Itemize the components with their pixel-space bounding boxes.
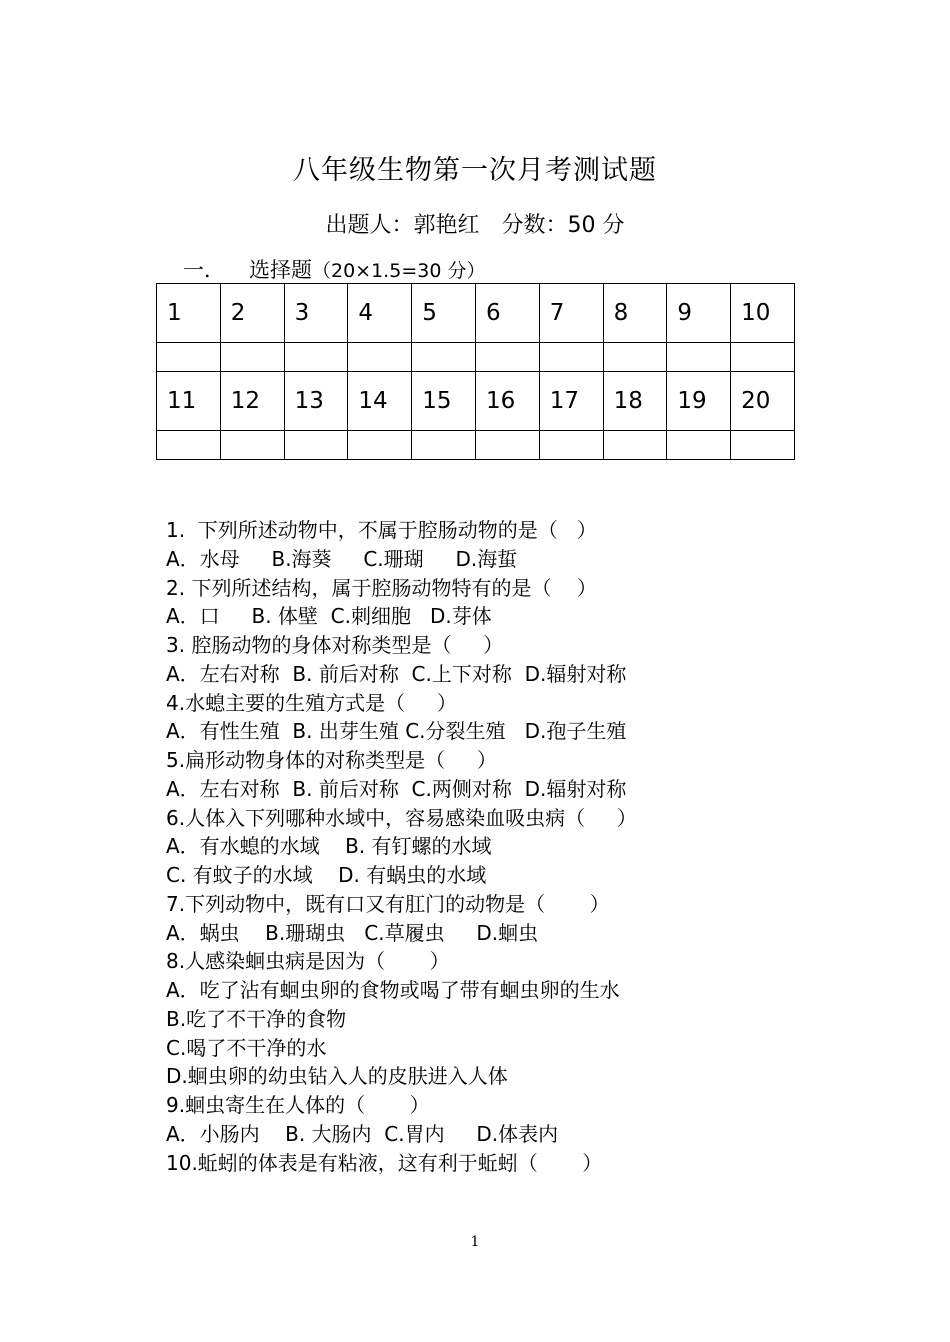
- question-line: 6.人体入下列哪种水域中，容易感染血吸虫病（ ）: [166, 805, 637, 830]
- question-line: 9.蛔虫寄生在人体的（ ）: [166, 1093, 430, 1117]
- answer-cell[interactable]: [667, 343, 731, 372]
- question-number-cell: 14: [348, 372, 412, 431]
- question-number-cell: 12: [220, 372, 284, 431]
- question-line: D.蛔虫卵的幼虫钻入人的皮肤进入人体: [166, 1064, 508, 1089]
- section-number: 一．: [183, 258, 225, 282]
- question-list: [166, 516, 806, 1177]
- question-number-cell: 3: [284, 284, 348, 343]
- question-number-cell: 4: [348, 284, 412, 343]
- question-number-cell: 5: [412, 284, 476, 343]
- question-line: 7.下列动物中，既有口又有肛门的动物是（ ）: [166, 891, 610, 916]
- answer-cell[interactable]: [731, 431, 795, 460]
- question-line: B.吃了不干净的食物: [166, 1006, 347, 1031]
- section-label: 选择题: [249, 258, 312, 282]
- section-points: （20×1.5=30 分）: [312, 260, 486, 282]
- author-score-line: 出题人：郭艳红 分数：50 分: [325, 213, 625, 238]
- question-line: 10.蚯蚓的体表是有粘液，这有利于蚯蚓（ ）: [166, 1150, 603, 1175]
- question-line: A．蜗虫 B.珊瑚虫 C.草履虫 D.蛔虫: [166, 920, 539, 945]
- question-line: 5.扁形动物身体的对称类型是（ ）: [166, 748, 497, 772]
- answer-cell[interactable]: [412, 431, 476, 460]
- answer-cell[interactable]: [539, 431, 603, 460]
- question-line: 1. 下列所述动物中，不属于腔肠动物的是（ ）: [166, 518, 597, 542]
- question-number-cell: 19: [667, 372, 731, 431]
- question-line: A．吃了沾有蛔虫卵的食物或喝了带有蛔虫卵的生水: [166, 978, 620, 1002]
- question-line: A．小肠内 B. 大肠内 C.胃内 D.体表内: [166, 1121, 559, 1146]
- question-line: A．有性生殖 B. 出芽生殖 C.分裂生殖 D.孢子生殖: [166, 719, 627, 744]
- question-line: C. 有蚊子的水域 D. 有蜗虫的水域: [166, 863, 487, 887]
- question-line: A．口 B. 体壁 C.刺细胞 D.芽体: [166, 604, 492, 629]
- question-line: A．左右对称 B. 前后对称 C.两侧对称 D.辐射对称: [166, 776, 627, 801]
- question-line: A．左右对称 B. 前后对称 C.上下对称 D.辐射对称: [166, 661, 627, 686]
- question-number-cell: 13: [284, 372, 348, 431]
- answer-cell[interactable]: [284, 343, 348, 372]
- answer-cell[interactable]: [348, 343, 412, 372]
- answer-table-header-row: [157, 372, 795, 431]
- question-number-cell: 15: [412, 372, 476, 431]
- question-line: 4.水螅主要的生殖方式是（ ）: [166, 690, 457, 715]
- answer-cell[interactable]: [348, 431, 412, 460]
- question-number-cell: 2: [220, 284, 284, 343]
- question-line: A．有水螅的水域 B. 有钉螺的水域: [166, 834, 492, 859]
- answer-row: [157, 343, 795, 372]
- question-line: A．水母 B.海葵 C.珊瑚 D.海蜇: [166, 546, 518, 571]
- question-number-cell: 10: [731, 284, 795, 343]
- answer-cell[interactable]: [731, 343, 795, 372]
- answer-cell[interactable]: [603, 343, 667, 372]
- page-number: 1: [470, 1234, 480, 1250]
- answer-table: [156, 283, 795, 460]
- answer-cell[interactable]: [157, 431, 221, 460]
- question-line: C.喝了不干净的水: [166, 1035, 327, 1060]
- question-number-cell: 1: [157, 284, 221, 343]
- question-number-cell: 7: [539, 284, 603, 343]
- question-line: 3. 腔肠动物的身体对称类型是（ ）: [166, 633, 504, 657]
- question-number-cell: 6: [475, 284, 539, 343]
- answer-cell[interactable]: [157, 343, 221, 372]
- answer-table-header-row: [157, 284, 795, 343]
- question-number-cell: 11: [157, 372, 221, 431]
- question-number-cell: 8: [603, 284, 667, 343]
- answer-row: [157, 431, 795, 460]
- question-number-cell: 16: [475, 372, 539, 431]
- answer-cell[interactable]: [475, 431, 539, 460]
- answer-cell[interactable]: [220, 431, 284, 460]
- question-number-cell: 17: [539, 372, 603, 431]
- question-line: 2. 下列所述结构，属于腔肠动物特有的是（ ）: [166, 575, 597, 600]
- answer-cell[interactable]: [539, 343, 603, 372]
- answer-cell[interactable]: [603, 431, 667, 460]
- question-number-cell: 18: [603, 372, 667, 431]
- answer-cell[interactable]: [412, 343, 476, 372]
- answer-cell[interactable]: [667, 431, 731, 460]
- answer-cell[interactable]: [284, 431, 348, 460]
- section-heading: [183, 254, 485, 284]
- question-line: 8.人感染蛔虫病是因为（ ）: [166, 949, 450, 974]
- answer-cell[interactable]: [475, 343, 539, 372]
- question-number-cell: 9: [667, 284, 731, 343]
- question-number-cell: 20: [731, 372, 795, 431]
- answer-cell[interactable]: [220, 343, 284, 372]
- document-title: 八年级生物第一次月考测试题: [293, 155, 657, 186]
